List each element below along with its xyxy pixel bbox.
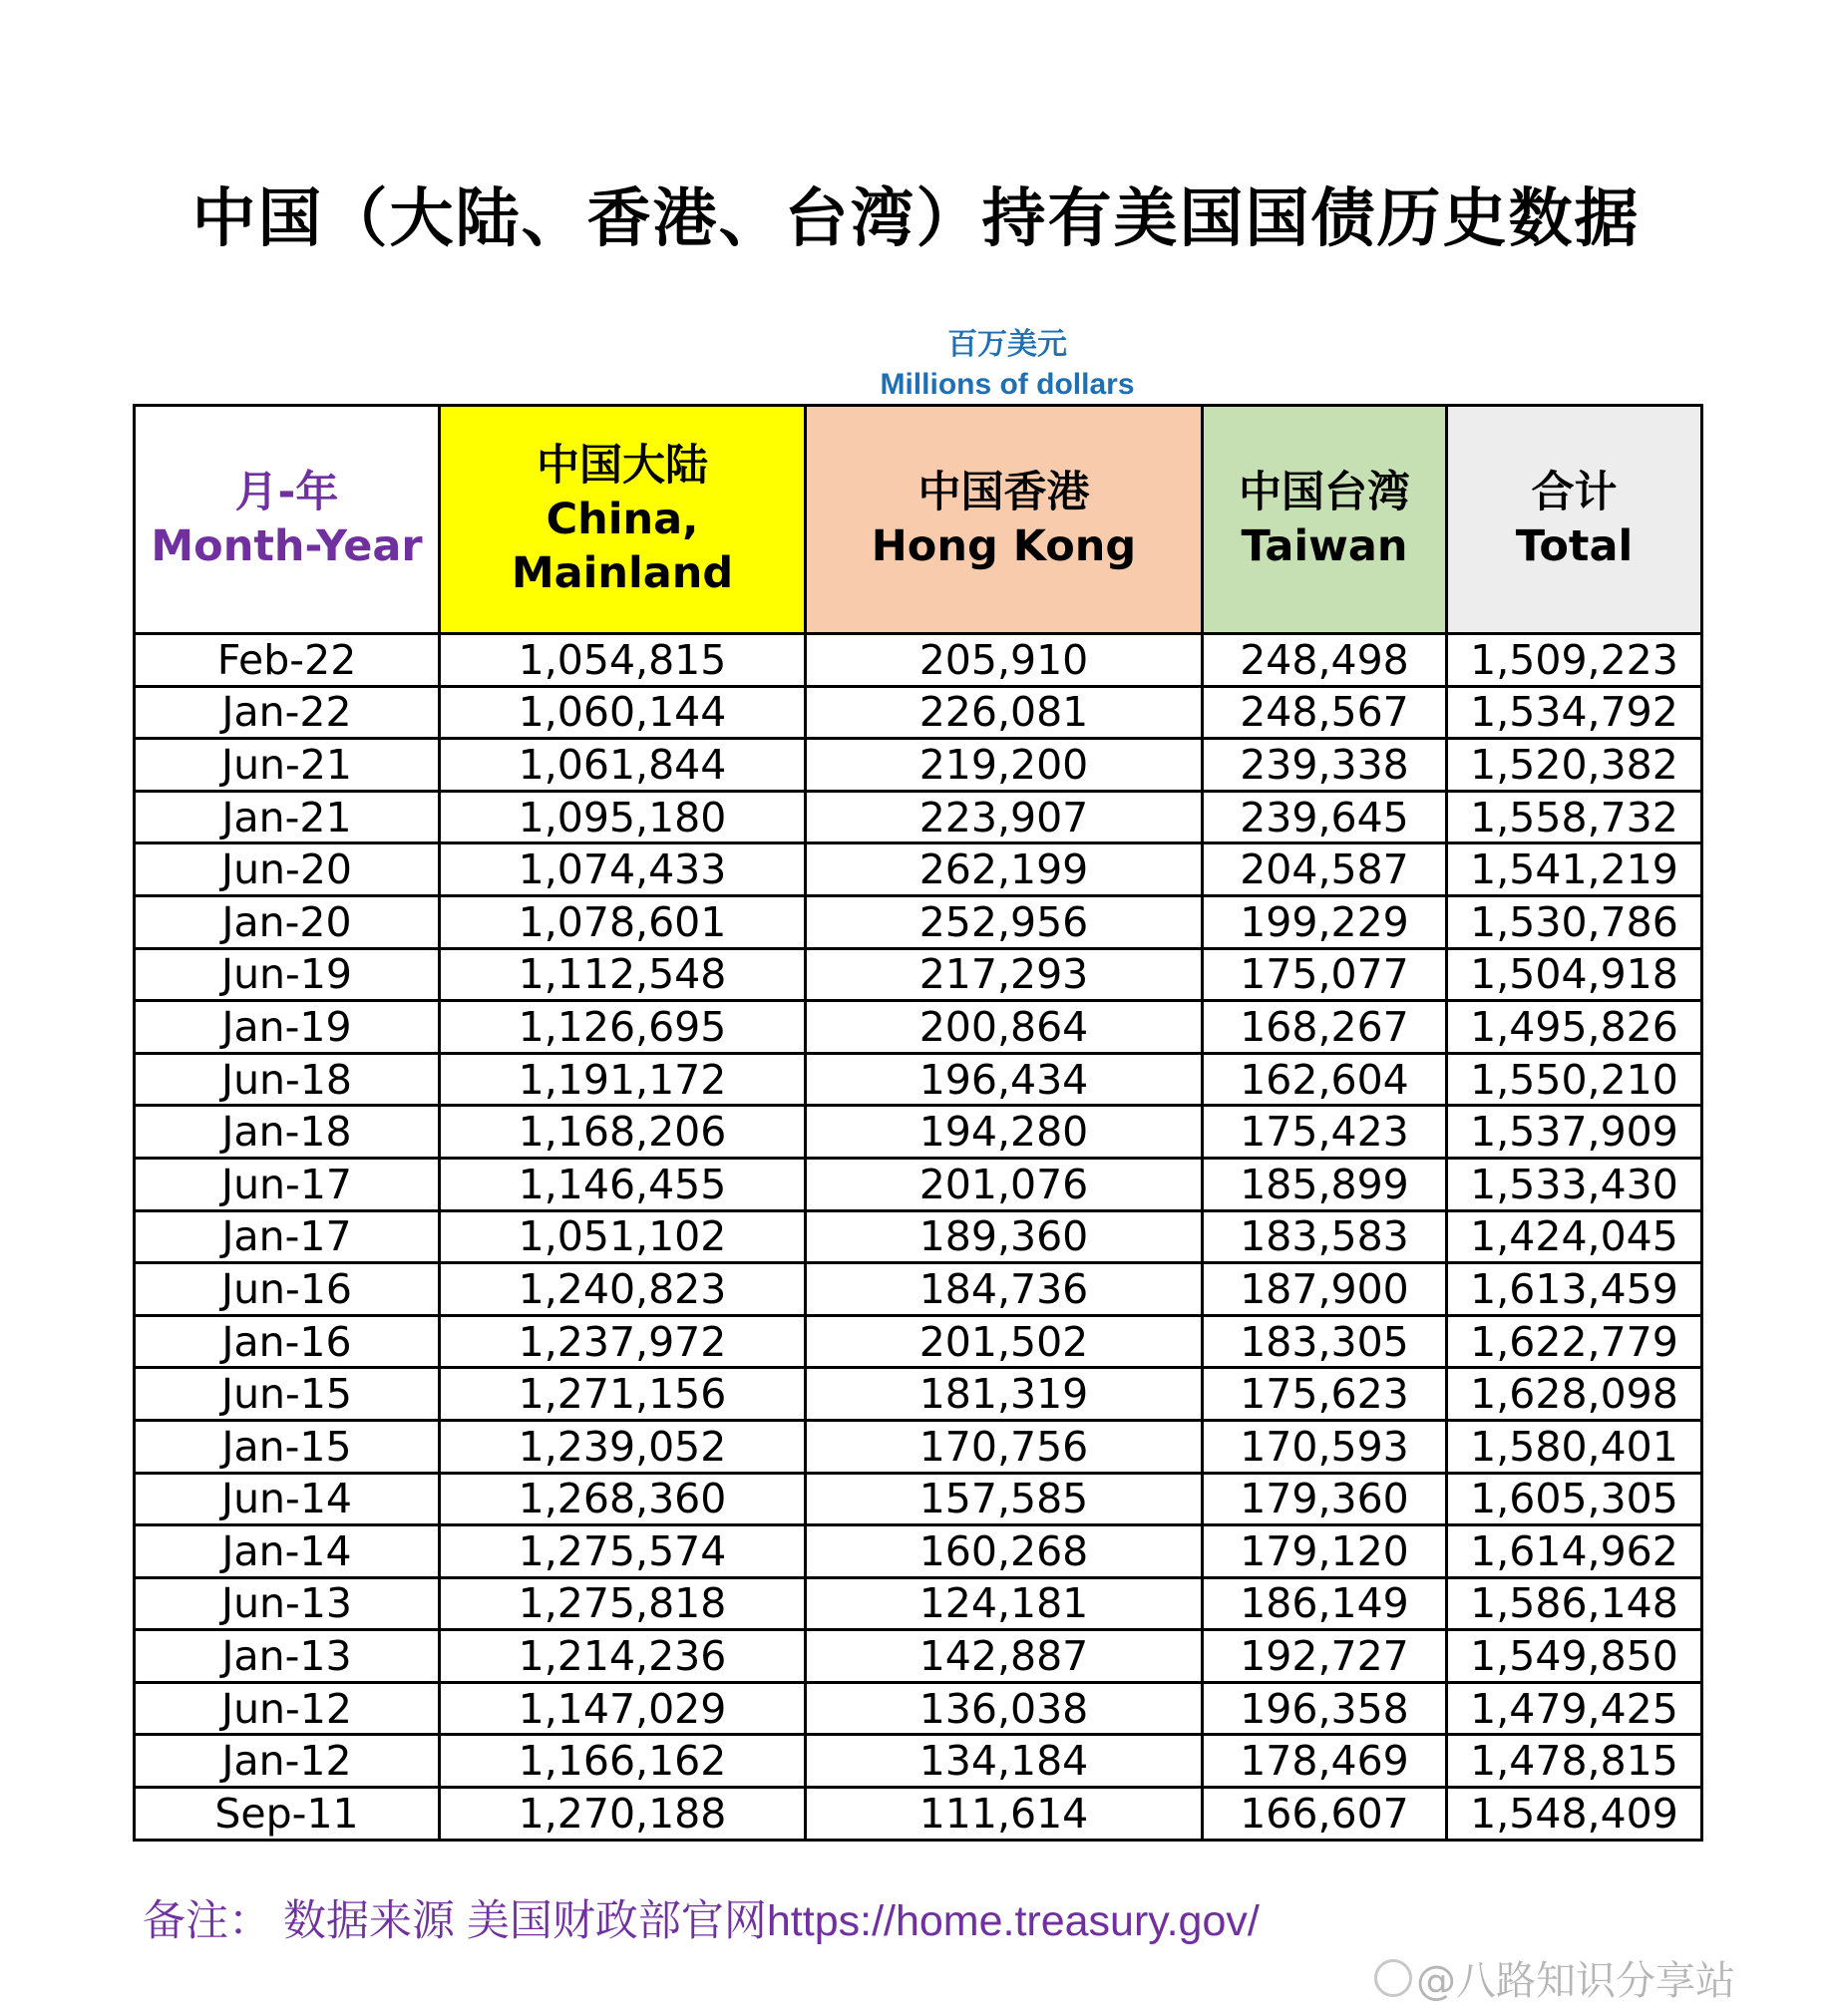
taiwan-cell: 183,583 <box>1203 1210 1447 1263</box>
total-cell: 1,628,098 <box>1447 1368 1702 1421</box>
month-year-cell: Jan-16 <box>135 1315 440 1368</box>
hong-kong-cell: 124,181 <box>806 1577 1203 1630</box>
header-month-year-en: Month-Year <box>151 521 423 571</box>
month-year-cell: Sep-11 <box>135 1788 440 1841</box>
month-year-cell: Jun-18 <box>135 1053 440 1106</box>
china-mainland-cell: 1,126,695 <box>440 1001 806 1054</box>
hong-kong-cell: 201,502 <box>806 1315 1203 1368</box>
table-row <box>135 1106 1702 1159</box>
taiwan-cell: 239,645 <box>1203 791 1447 843</box>
total-cell: 1,613,459 <box>1447 1263 1702 1316</box>
taiwan-cell: 196,358 <box>1203 1682 1447 1735</box>
table-row <box>135 1210 1702 1263</box>
table-row <box>135 1630 1702 1683</box>
hong-kong-cell: 181,319 <box>806 1368 1203 1421</box>
holdings-table <box>133 404 1703 1842</box>
table-row <box>135 1158 1702 1210</box>
total-cell: 1,530,786 <box>1447 895 1702 948</box>
hong-kong-cell: 142,887 <box>806 1630 1203 1683</box>
hong-kong-cell: 217,293 <box>806 948 1203 1001</box>
table-row <box>135 1315 1702 1368</box>
month-year-cell: Jan-21 <box>135 791 440 843</box>
unit-label <box>708 325 1306 405</box>
china-mainland-cell: 1,074,433 <box>440 843 806 896</box>
month-year-cell: Jan-15 <box>135 1420 440 1473</box>
header-taiwan-zh: 中国台湾 <box>1239 468 1410 517</box>
hong-kong-cell: 170,756 <box>806 1420 1203 1473</box>
hong-kong-cell: 111,614 <box>806 1788 1203 1841</box>
month-year-cell: Jan-12 <box>135 1735 440 1788</box>
table-row <box>135 1473 1702 1525</box>
header-taiwan <box>1203 406 1447 634</box>
month-year-cell: Jun-12 <box>135 1682 440 1735</box>
china-mainland-cell: 1,054,815 <box>440 634 806 687</box>
hong-kong-cell: 196,434 <box>806 1053 1203 1106</box>
china-mainland-cell: 1,112,548 <box>440 948 806 1001</box>
table-row <box>135 1053 1702 1106</box>
header-taiwan-en: Taiwan <box>1241 521 1408 571</box>
total-cell: 1,586,148 <box>1447 1577 1702 1630</box>
month-year-cell: Jan-22 <box>135 686 440 739</box>
table-row <box>135 634 1702 687</box>
taiwan-cell: 248,498 <box>1203 634 1447 687</box>
hong-kong-cell: 160,268 <box>806 1525 1203 1578</box>
china-mainland-cell: 1,270,188 <box>440 1788 806 1841</box>
hong-kong-cell: 200,864 <box>806 1001 1203 1054</box>
hong-kong-cell: 134,184 <box>806 1735 1203 1788</box>
hong-kong-cell: 205,910 <box>806 634 1203 687</box>
table-row <box>135 739 1702 792</box>
china-mainland-cell: 1,051,102 <box>440 1210 806 1263</box>
hong-kong-cell: 184,736 <box>806 1263 1203 1316</box>
total-cell: 1,580,401 <box>1447 1420 1702 1473</box>
month-year-cell: Jun-16 <box>135 1263 440 1316</box>
taiwan-cell: 175,623 <box>1203 1368 1447 1421</box>
header-china-mainland-en: China, Mainland <box>511 495 734 598</box>
total-cell: 1,479,425 <box>1447 1682 1702 1735</box>
china-mainland-cell: 1,078,601 <box>440 895 806 948</box>
month-year-cell: Jun-14 <box>135 1473 440 1525</box>
month-year-cell: Jan-14 <box>135 1525 440 1578</box>
header-row <box>135 406 1702 634</box>
header-total-en: Total <box>1515 521 1634 571</box>
header-hong-kong-zh: 中国香港 <box>917 468 1090 517</box>
china-mainland-cell: 1,168,206 <box>440 1106 806 1159</box>
china-mainland-cell: 1,275,574 <box>440 1525 806 1578</box>
taiwan-cell: 183,305 <box>1203 1315 1447 1368</box>
total-cell: 1,550,210 <box>1447 1053 1702 1106</box>
month-year-cell: Jan-17 <box>135 1210 440 1263</box>
month-year-cell: Jan-20 <box>135 895 440 948</box>
taiwan-cell: 204,587 <box>1203 843 1447 896</box>
month-year-cell: Jun-20 <box>135 843 440 896</box>
taiwan-cell: 175,423 <box>1203 1106 1447 1159</box>
table-row <box>135 1368 1702 1421</box>
hong-kong-cell: 194,280 <box>806 1106 1203 1159</box>
hong-kong-cell: 201,076 <box>806 1158 1203 1210</box>
china-mainland-cell: 1,191,172 <box>440 1053 806 1106</box>
hong-kong-cell: 189,360 <box>806 1210 1203 1263</box>
taiwan-cell: 175,077 <box>1203 948 1447 1001</box>
total-cell: 1,495,826 <box>1447 1001 1702 1054</box>
header-total <box>1447 406 1702 634</box>
taiwan-cell: 178,469 <box>1203 1735 1447 1788</box>
watermark-text: @八路知识分享站 <box>1416 1958 1735 2004</box>
taiwan-cell: 185,899 <box>1203 1158 1447 1210</box>
hong-kong-cell: 157,585 <box>806 1473 1203 1525</box>
total-cell: 1,622,779 <box>1447 1315 1702 1368</box>
total-cell: 1,605,305 <box>1447 1473 1702 1525</box>
taiwan-cell: 166,607 <box>1203 1788 1447 1841</box>
china-mainland-cell: 1,166,162 <box>440 1735 806 1788</box>
table-row <box>135 843 1702 896</box>
header-china-mainland-zh: 中国大陆 <box>537 441 708 491</box>
hong-kong-cell: 262,199 <box>806 843 1203 896</box>
china-mainland-cell: 1,095,180 <box>440 791 806 843</box>
unit-label-zh: 百万美元 <box>947 328 1067 361</box>
china-mainland-cell: 1,275,818 <box>440 1577 806 1630</box>
taiwan-cell: 170,593 <box>1203 1420 1447 1473</box>
hong-kong-cell: 136,038 <box>806 1682 1203 1735</box>
month-year-cell: Jan-13 <box>135 1630 440 1683</box>
table-row <box>135 1788 1702 1841</box>
taiwan-cell: 179,360 <box>1203 1473 1447 1525</box>
table-row <box>135 686 1702 739</box>
table-row <box>135 1001 1702 1054</box>
hong-kong-cell: 223,907 <box>806 791 1203 843</box>
china-mainland-cell: 1,214,236 <box>440 1630 806 1683</box>
unit-label-en: Millions of dollars <box>880 368 1135 401</box>
total-cell: 1,549,850 <box>1447 1630 1702 1683</box>
watermark <box>1374 1949 1735 2006</box>
page-title: 中国（大陆、香港、台湾）持有美国国债历史数据 <box>191 182 1641 256</box>
month-year-cell: Jun-13 <box>135 1577 440 1630</box>
total-cell: 1,614,962 <box>1447 1525 1702 1578</box>
header-hong-kong <box>806 406 1203 634</box>
total-cell: 1,504,918 <box>1447 948 1702 1001</box>
hong-kong-cell: 219,200 <box>806 739 1203 792</box>
total-cell: 1,424,045 <box>1447 1210 1702 1263</box>
table-row <box>135 948 1702 1001</box>
china-mainland-cell: 1,239,052 <box>440 1420 806 1473</box>
china-mainland-cell: 1,146,455 <box>440 1158 806 1210</box>
month-year-cell: Jun-21 <box>135 739 440 792</box>
china-mainland-cell: 1,240,823 <box>440 1263 806 1316</box>
total-cell: 1,541,219 <box>1447 843 1702 896</box>
table-row <box>135 1420 1702 1473</box>
hong-kong-cell: 226,081 <box>806 686 1203 739</box>
table-row <box>135 1735 1702 1788</box>
table-row <box>135 1525 1702 1578</box>
month-year-cell: Jun-17 <box>135 1158 440 1210</box>
header-china-mainland <box>440 406 806 634</box>
total-cell: 1,534,792 <box>1447 686 1702 739</box>
watermark-logo-icon <box>1374 1959 1412 1997</box>
header-month-year-zh: 月-年 <box>234 468 339 517</box>
total-cell: 1,478,815 <box>1447 1735 1702 1788</box>
month-year-cell: Feb-22 <box>135 634 440 687</box>
taiwan-cell: 199,229 <box>1203 895 1447 948</box>
source-note: 备注： 数据来源 美国财政部官网https://home.treasury.gov/ <box>143 1897 1260 1945</box>
total-cell: 1,548,409 <box>1447 1788 1702 1841</box>
taiwan-cell: 179,120 <box>1203 1525 1447 1578</box>
table-row <box>135 1682 1702 1735</box>
china-mainland-cell: 1,268,360 <box>440 1473 806 1525</box>
month-year-cell: Jan-18 <box>135 1106 440 1159</box>
taiwan-cell: 192,727 <box>1203 1630 1447 1683</box>
month-year-cell: Jun-19 <box>135 948 440 1001</box>
taiwan-cell: 248,567 <box>1203 686 1447 739</box>
taiwan-cell: 162,604 <box>1203 1053 1447 1106</box>
hong-kong-cell: 252,956 <box>806 895 1203 948</box>
header-total-zh: 合计 <box>1531 468 1618 517</box>
taiwan-cell: 168,267 <box>1203 1001 1447 1054</box>
month-year-cell: Jun-15 <box>135 1368 440 1421</box>
total-cell: 1,558,732 <box>1447 791 1702 843</box>
total-cell: 1,520,382 <box>1447 739 1702 792</box>
china-mainland-cell: 1,147,029 <box>440 1682 806 1735</box>
total-cell: 1,537,909 <box>1447 1106 1702 1159</box>
taiwan-cell: 186,149 <box>1203 1577 1447 1630</box>
china-mainland-cell: 1,237,972 <box>440 1315 806 1368</box>
table-row <box>135 1577 1702 1630</box>
header-hong-kong-en: Hong Kong <box>871 521 1137 571</box>
table-row <box>135 895 1702 948</box>
header-month-year <box>135 406 440 634</box>
total-cell: 1,533,430 <box>1447 1158 1702 1210</box>
china-mainland-cell: 1,061,844 <box>440 739 806 792</box>
taiwan-cell: 239,338 <box>1203 739 1447 792</box>
table-row <box>135 791 1702 843</box>
total-cell: 1,509,223 <box>1447 634 1702 687</box>
month-year-cell: Jan-19 <box>135 1001 440 1054</box>
taiwan-cell: 187,900 <box>1203 1263 1447 1316</box>
table-body <box>135 634 1702 1841</box>
table-row <box>135 1263 1702 1316</box>
china-mainland-cell: 1,060,144 <box>440 686 806 739</box>
china-mainland-cell: 1,271,156 <box>440 1368 806 1421</box>
